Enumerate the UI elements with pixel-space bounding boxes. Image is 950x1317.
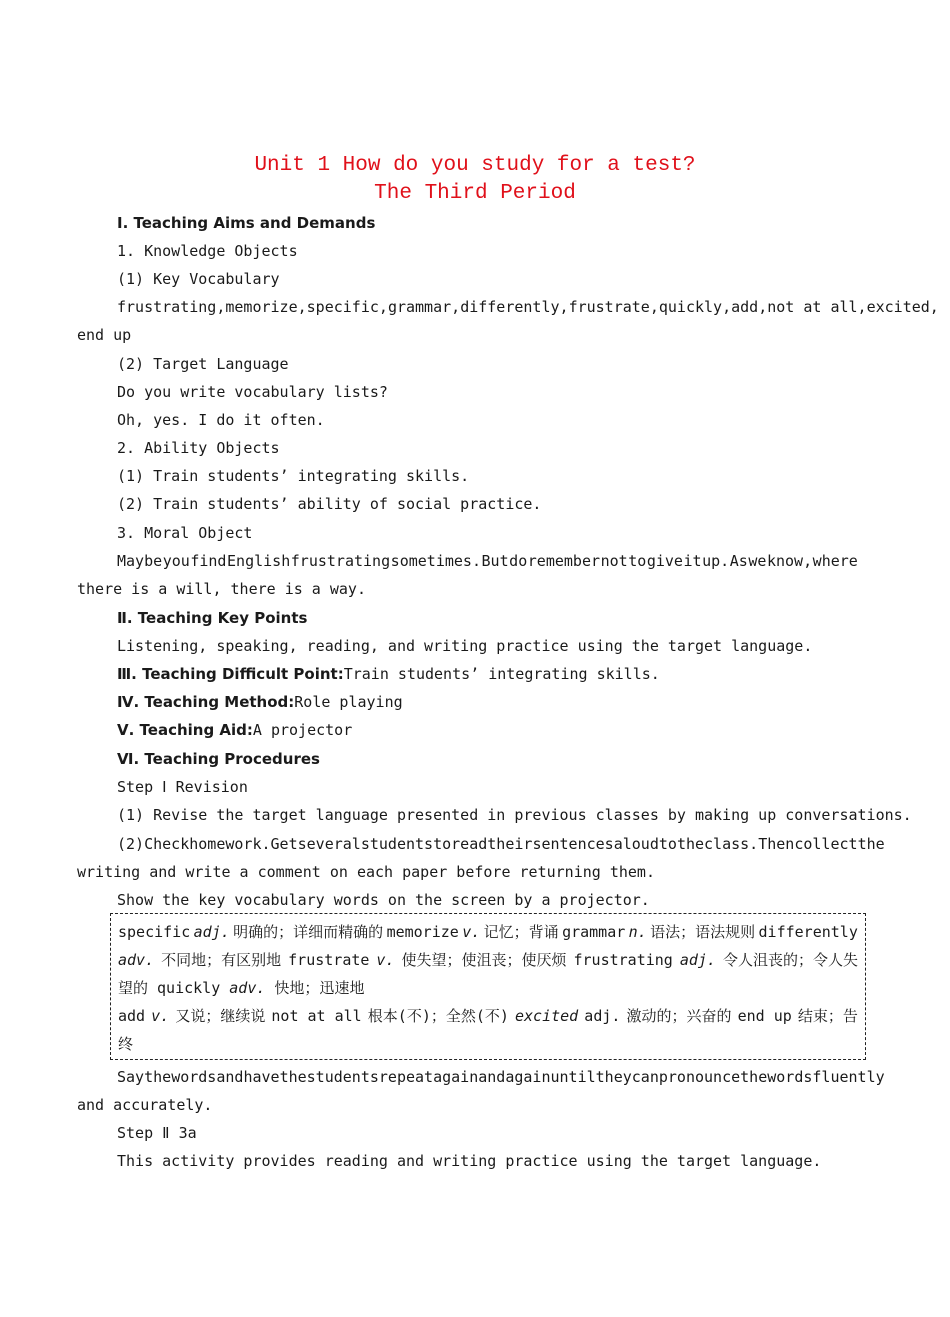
unit-title: Unit 1 How do you study for a test? xyxy=(254,154,696,177)
word: sentences xyxy=(532,835,614,853)
word: again xyxy=(433,1068,479,1086)
word: you xyxy=(162,552,190,570)
word: their xyxy=(487,835,533,853)
ability-item-1: (1) Train students’ integrating skills. xyxy=(117,467,470,485)
word: where xyxy=(812,552,858,570)
vocab-box-line-4 xyxy=(118,1006,858,1026)
word: fluently xyxy=(812,1068,885,1086)
key-points-text: Listening, speaking, reading, and writing practice using the target language. xyxy=(117,637,813,655)
step-1-item-1: (1) Revise the target language presented in previous classes by making up conversations. xyxy=(117,806,912,824)
word: memorize xyxy=(386,923,459,941)
word: students xyxy=(306,1068,379,1086)
vocab-box-line-2 xyxy=(118,950,858,970)
word: excited xyxy=(515,1007,579,1025)
word: n. xyxy=(628,923,647,941)
word: adj. xyxy=(584,1007,621,1025)
word: v. xyxy=(151,1007,170,1025)
word: 记忆；背诵 xyxy=(483,923,559,941)
word: end up xyxy=(737,1007,792,1025)
word: frustrating xyxy=(290,552,391,570)
word: several xyxy=(297,835,361,853)
word: adj. xyxy=(679,951,716,969)
word: v. xyxy=(376,951,395,969)
word: sometimes. xyxy=(390,552,481,570)
word: again xyxy=(505,1068,551,1086)
moral-object: 3. Moral Object xyxy=(117,524,253,542)
word: differently, xyxy=(460,298,569,316)
word: they xyxy=(595,1068,632,1086)
word: aloud xyxy=(613,835,659,853)
difficult-point-text: Train students’ integrating skills. xyxy=(343,665,660,683)
word: 望的 quickly xyxy=(118,979,230,997)
word: up. xyxy=(702,552,730,570)
word: find xyxy=(190,552,227,570)
word: Check xyxy=(144,835,190,853)
word: 根本(不)；全然(不) xyxy=(367,1007,509,1025)
aid-text: A projector xyxy=(252,721,353,739)
knowledge-objects: 1. Knowledge Objects xyxy=(117,242,298,260)
step-1-show: Show the key vocabulary words on the screen by a projector. xyxy=(117,891,650,909)
word: and xyxy=(478,1068,506,1086)
word: But xyxy=(481,552,509,570)
word: frustrate, xyxy=(568,298,659,316)
word: grammar xyxy=(562,923,626,941)
heading-procedures: Ⅵ. Teaching Procedures xyxy=(117,750,320,768)
word: the xyxy=(144,1068,172,1086)
word: we xyxy=(748,552,767,570)
say-words-tail: and accurately. xyxy=(77,1096,213,1114)
ability-item-2: (2) Train students’ ability of social practice. xyxy=(117,495,542,513)
word: specific, xyxy=(306,298,388,316)
word: not at all, xyxy=(767,298,867,316)
word: add xyxy=(118,1007,146,1025)
heading-aid: Ⅴ. Teaching Aid: xyxy=(117,721,253,739)
step-1-item-2-tail: writing and write a comment on each paper before returning them. xyxy=(77,863,655,881)
word: students xyxy=(360,835,434,853)
word: 使失望；使沮丧；使厌烦 xyxy=(401,951,567,969)
word: excited, xyxy=(866,298,939,316)
key-vocabulary-words xyxy=(117,297,939,317)
say-words-text xyxy=(117,1067,885,1087)
word: add, xyxy=(731,298,768,316)
word: the xyxy=(740,1068,768,1086)
word: frustrating, xyxy=(117,298,226,316)
vocab-box-line-1 xyxy=(118,922,858,942)
word: 明确的；详细而精确的 xyxy=(233,923,384,941)
word: the xyxy=(857,835,885,853)
word: 激动的；兴奋的 xyxy=(626,1007,732,1025)
word: Get xyxy=(270,835,298,853)
word: it xyxy=(683,552,702,570)
word: 快地；迅速地 xyxy=(265,979,365,997)
word: have xyxy=(243,1068,280,1086)
word: to xyxy=(628,552,647,570)
word: adj. xyxy=(193,923,230,941)
word: adv. xyxy=(118,951,155,969)
step-1-title: Step Ⅰ Revision xyxy=(117,778,248,796)
word: frustrating xyxy=(573,951,673,969)
word: 语法；语法规则 xyxy=(650,923,756,941)
word: not at all xyxy=(271,1007,362,1025)
vocab-box-line-3 xyxy=(118,978,364,998)
moral-text xyxy=(117,551,858,571)
method-line xyxy=(117,692,403,712)
word: As xyxy=(729,552,748,570)
target-question: Do you write vocabulary lists? xyxy=(117,383,388,401)
word: 令人沮丧的；令人失 xyxy=(722,951,858,969)
method-text: Role playing xyxy=(294,693,403,711)
word: differently xyxy=(758,923,858,941)
vocab-box-line-5: 终 xyxy=(118,1035,134,1053)
step-1-item-2 xyxy=(117,834,885,854)
step-2-title: Step Ⅱ 3a xyxy=(117,1124,197,1142)
word: read xyxy=(451,835,488,853)
word: give xyxy=(646,552,683,570)
word: memorize, xyxy=(225,298,307,316)
word: adv. xyxy=(229,979,266,997)
word: do xyxy=(509,552,528,570)
word: 又说；继续说 xyxy=(175,1007,266,1025)
word: (2) xyxy=(117,835,145,853)
word: and xyxy=(216,1068,244,1086)
step-2-text: This activity provides reading and writing practice using the target language. xyxy=(117,1152,822,1170)
word: remember xyxy=(527,552,601,570)
word: class. xyxy=(704,835,759,853)
word: homework. xyxy=(189,835,271,853)
heading-difficult-point: Ⅲ. Teaching Difficult Point: xyxy=(117,665,344,683)
word: until xyxy=(550,1068,596,1086)
word: pronounce xyxy=(658,1068,741,1086)
heading-key-points: Ⅱ. Teaching Key Points xyxy=(117,609,308,627)
word: to xyxy=(433,835,452,853)
word: words xyxy=(171,1068,217,1086)
key-vocabulary-label: (1) Key Vocabulary xyxy=(117,270,280,288)
word: Maybe xyxy=(117,552,163,570)
key-vocabulary-tail: end up xyxy=(77,326,132,344)
word: Say xyxy=(117,1068,145,1086)
word: 不同地；有区别地 xyxy=(161,951,282,969)
word: know, xyxy=(766,552,813,570)
target-language-label: (2) Target Language xyxy=(117,355,289,373)
word: frustrate xyxy=(288,951,370,969)
difficult-point-line xyxy=(117,664,660,684)
word: the xyxy=(279,1068,307,1086)
word: 结束；告 xyxy=(797,1007,858,1025)
moral-text-tail: there is a will, there is a way. xyxy=(77,580,366,598)
word: Then xyxy=(758,835,795,853)
heading-aims: Ⅰ. Teaching Aims and Demands xyxy=(117,214,376,232)
word: v. xyxy=(462,923,481,941)
word: to xyxy=(658,835,677,853)
word: can xyxy=(631,1068,659,1086)
target-answer: Oh, yes. I do it often. xyxy=(117,411,325,429)
word: specific xyxy=(118,923,191,941)
word: the xyxy=(676,835,705,853)
ability-objects: 2. Ability Objects xyxy=(117,439,280,457)
word: words xyxy=(767,1068,813,1086)
word: quickly, xyxy=(658,298,732,316)
aid-line xyxy=(117,720,352,740)
word: not xyxy=(600,552,628,570)
word: English xyxy=(227,552,291,570)
word: repeat xyxy=(378,1068,434,1086)
word: grammar, xyxy=(387,298,461,316)
heading-method: Ⅳ. Teaching Method: xyxy=(117,693,295,711)
period-title: The Third Period xyxy=(374,182,576,205)
word: collect xyxy=(794,835,858,853)
